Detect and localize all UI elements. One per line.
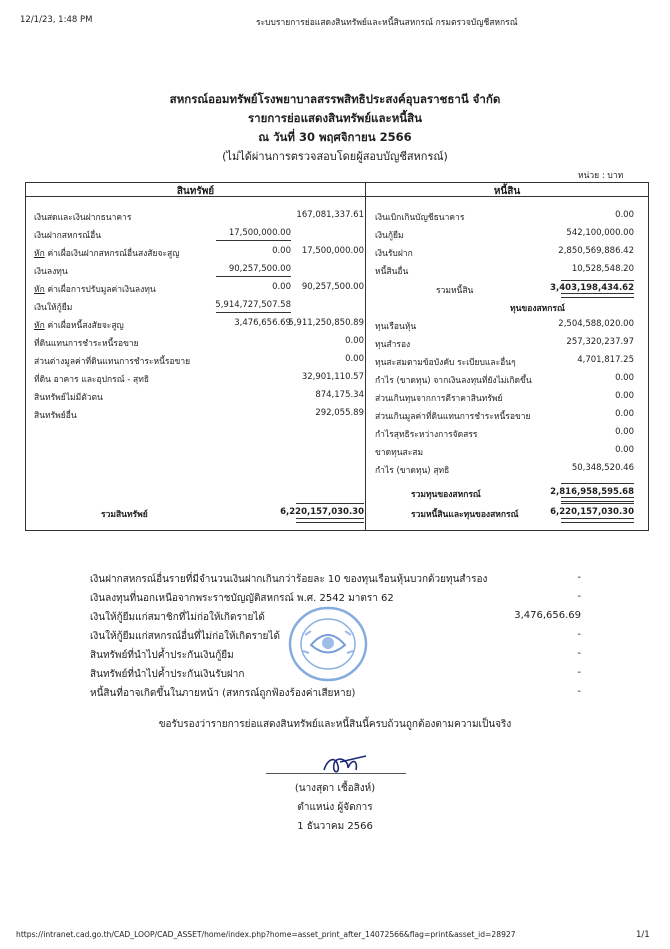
cooperative-seal-stamp bbox=[287, 605, 369, 683]
note-label: เงินฝากสหกรณ์อื่นรายที่มีจำนวนเงินฝากเกินกว่าร้อยละ 10 ของทุนเรือนหุ้นบวกด้วยทุนสำรอง bbox=[90, 574, 488, 585]
note-label: เงินให้กู้ยืมแก่สมาชิกที่ไม่ก่อให้เกิดรายได้ bbox=[90, 612, 265, 623]
equity-header: ทุนของสหกรณ์ bbox=[510, 304, 565, 314]
grand-total-label: รวมหนี้สินและทุนของสหกรณ์ bbox=[411, 510, 519, 520]
asset-row-label: สินทรัพย์ไม่มีตัวตน bbox=[34, 393, 103, 403]
certification-statement: ขอรับรองว่ารายการย่อแสดงสินทรัพย์และหนี้สินนี้ครบถ้วนถูกต้องตามความเป็นจริง bbox=[158, 719, 512, 730]
asset-row-value: 292,055.89 bbox=[315, 408, 364, 418]
asset-row-label: ส่วนต่างมูลค่าที่ดินแทนการชำระหนี้รอขาย bbox=[34, 357, 191, 367]
note-label: เงินให้กู้ยืมแก่สหกรณ์อื่นที่ไม่ก่อให้เกิดรายได้ bbox=[90, 631, 280, 642]
grand-total-topline bbox=[561, 503, 634, 504]
asset-row-text: ค่าเผื่อเงินฝากสหกรณ์อื่นสงสัยจะสูญ bbox=[44, 249, 180, 259]
equity-row-label: ส่วนเกินมูลค่าที่ดินแทนการชำระหนี้รอขาย bbox=[375, 412, 531, 422]
audit-note: (ไม่ได้ผ่านการตรวจสอบโดยผู้สอบบัญชีสหกรณ์) bbox=[222, 150, 448, 163]
asset-row-value: 0.00 bbox=[345, 336, 364, 346]
asset-row-label: สินทรัพย์อื่น bbox=[34, 411, 77, 421]
asset-row-label bbox=[34, 246, 179, 260]
asset-row-label bbox=[34, 282, 156, 296]
asset-row-prefix: หัก bbox=[34, 249, 45, 259]
equity-row-value: 0.00 bbox=[615, 427, 634, 437]
equity-total-label: รวมทุนของสหกรณ์ bbox=[411, 490, 481, 500]
sign-date: 1 ธันวาคม 2566 bbox=[297, 821, 373, 832]
asset-row-label: เงินฝากสหกรณ์อื่น bbox=[34, 231, 102, 241]
asset-row-sub-value: 0.00 bbox=[272, 282, 291, 292]
asset-row-prefix: หัก bbox=[34, 285, 45, 295]
note-value: - bbox=[577, 667, 581, 678]
print-page-number: 1/1 bbox=[636, 930, 650, 940]
asset-row-sub-value: 90,257,500.00 bbox=[228, 264, 291, 274]
liabilities-total-topline bbox=[561, 280, 634, 281]
liabilities-total-doubleline bbox=[561, 293, 634, 298]
asset-row-sub-value: 17,500,000.00 bbox=[228, 228, 291, 238]
asset-row-sub-value: 0.00 bbox=[272, 246, 291, 256]
note-value: - bbox=[577, 648, 581, 659]
note-value: - bbox=[577, 572, 581, 583]
equity-row-value: 50,348,520.46 bbox=[571, 463, 634, 473]
asset-row-label: เงินให้กู้ยืม bbox=[34, 303, 73, 313]
org-name: สหกรณ์ออมทรัพย์โรงพยาบาลสรรพสิทธิประสงค์อุบลราชธานี จำกัด bbox=[169, 92, 501, 106]
equity-row-value: 257,320,237.97 bbox=[566, 337, 634, 347]
asset-row-sub-value: 5,914,727,507.58 bbox=[215, 300, 291, 310]
report-date: ณ วันที่ 30 พฤศจิกายน 2566 bbox=[258, 130, 412, 144]
unit-label: หน่วย : บาท bbox=[578, 171, 624, 181]
equity-row-label: กำไร (ขาดทุน) จากเงินลงทุนที่ยังไม่เกิดขึ้น bbox=[375, 376, 532, 386]
liabilities-header: หนี้สิน bbox=[493, 186, 521, 197]
asset-row-prefix: หัก bbox=[34, 321, 45, 331]
equity-row-label: ขาดทุนสะสม bbox=[375, 448, 424, 458]
assets-total-topline bbox=[296, 503, 364, 504]
assets-total-label: รวมสินทรัพย์ bbox=[101, 510, 148, 520]
assets-total-doubleline bbox=[296, 518, 364, 523]
asset-row-value: 874,175.34 bbox=[315, 390, 364, 400]
equity-row-label: ส่วนเกินทุนจากการตีราคาสินทรัพย์ bbox=[375, 394, 503, 404]
equity-row-label: กำไรสุทธิระหว่างการจัดสรร bbox=[375, 430, 478, 440]
equity-row-label: ทุนเรือนหุ้น bbox=[375, 322, 417, 332]
print-datetime: 12/1/23, 1:48 PM bbox=[20, 15, 93, 25]
note-label: เงินลงทุนที่นอกเหนือจากพระราชบัญญัติสหกรณ์ พ.ศ. 2542 มาตรา 62 bbox=[90, 593, 394, 604]
equity-row-value: 0.00 bbox=[615, 391, 634, 401]
liability-row-label: เงินเบิกเกินบัญชีธนาคาร bbox=[375, 213, 465, 223]
asset-row-value: 0.00 bbox=[345, 354, 364, 364]
asset-row-value: 5,911,250,850.89 bbox=[288, 318, 364, 328]
statement-table bbox=[25, 182, 649, 531]
asset-row-text: ค่าเผื่อการปรับมูลค่าเงินลงทุน bbox=[44, 285, 156, 295]
asset-row-value: 32,901,110.57 bbox=[301, 372, 364, 382]
asset-row-value: 17,500,000.00 bbox=[301, 246, 364, 256]
asset-row-label bbox=[34, 318, 124, 332]
asset-row-label: เงินลงทุน bbox=[34, 267, 68, 277]
liability-row-label: หนี้สินอื่น bbox=[375, 267, 409, 277]
signature-line bbox=[266, 773, 406, 774]
signer-name: (นางสุดา เชื้อสิงห์) bbox=[294, 783, 376, 794]
liabilities-total-value: 3,403,198,434.62 bbox=[550, 283, 634, 293]
liability-row-value: 542,100,000.00 bbox=[566, 228, 634, 238]
print-url: https://intranet.cad.go.th/CAD_LOOP/CAD_ASSET/home/index.php?home=asset_print_after_14072566&flag=print&asset_id=28927 bbox=[16, 930, 516, 939]
asset-row-label: ที่ดิน อาคาร และอุปกรณ์ - สุทธิ bbox=[34, 375, 150, 385]
assets-header: สินทรัพย์ bbox=[176, 186, 215, 197]
equity-row-value: 4,701,817.25 bbox=[577, 355, 634, 365]
equity-total-topline bbox=[561, 483, 634, 484]
asset-row-label: เงินสดและเงินฝากธนาคาร bbox=[34, 213, 132, 223]
sub-rule bbox=[216, 240, 291, 241]
assets-total-value: 6,220,157,030.30 bbox=[280, 507, 364, 517]
liability-row-value: 0.00 bbox=[615, 210, 634, 220]
equity-row-label: ทุนสำรอง bbox=[375, 340, 411, 350]
equity-row-label: กำไร (ขาดทุน) สุทธิ bbox=[375, 466, 450, 476]
asset-row-sub-value: 3,476,656.69 bbox=[234, 318, 291, 328]
grand-total-value: 6,220,157,030.30 bbox=[550, 507, 634, 517]
equity-total-doubleline bbox=[561, 497, 634, 502]
signer-position: ตำแหน่ง ผู้จัดการ bbox=[297, 802, 373, 813]
grand-total-doubleline bbox=[561, 518, 634, 523]
equity-row-label: ทุนสะสมตามข้อบังคับ ระเบียบและอื่นๆ bbox=[375, 358, 516, 368]
liabilities-total-label: รวมหนี้สิน bbox=[436, 286, 474, 296]
note-value: 3,476,656.69 bbox=[514, 610, 581, 621]
equity-row-value: 0.00 bbox=[615, 445, 634, 455]
note-label: หนี้สินที่อาจเกิดขึ้นในภายหน้า (สหกรณ์ถูกฟ้องร้องค่าเสียหาย) bbox=[90, 688, 356, 699]
asset-row-text: ค่าเผื่อหนี้สงสัยจะสูญ bbox=[44, 321, 124, 331]
print-page-title: ระบบรายการย่อแสดงสินทรัพย์และหนี้สินสหกรณ์ กรมตรวจบัญชีสหกรณ์ bbox=[256, 18, 518, 28]
asset-row-label: ที่ดินแทนการชำระหนี้รอขาย bbox=[34, 339, 139, 349]
note-label: สินทรัพย์ที่นำไปค้ำประกันเงินกู้ยืม bbox=[90, 650, 234, 661]
column-divider bbox=[365, 183, 366, 530]
note-value: - bbox=[577, 629, 581, 640]
liability-row-value: 2,850,569,886.42 bbox=[558, 246, 634, 256]
note-label: สินทรัพย์ที่นำไปค้ำประกันเงินรับฝาก bbox=[90, 669, 245, 680]
equity-total-value: 2,816,958,595.68 bbox=[550, 487, 634, 497]
sub-rule bbox=[216, 276, 291, 277]
report-title: รายการย่อแสดงสินทรัพย์และหนี้สิน bbox=[247, 111, 423, 125]
liability-row-label: เงินรับฝาก bbox=[375, 249, 413, 259]
asset-row-value: 167,081,337.61 bbox=[296, 210, 364, 220]
note-value: - bbox=[577, 686, 581, 697]
liability-row-label: เงินกู้ยืม bbox=[375, 231, 404, 241]
equity-row-value: 0.00 bbox=[615, 373, 634, 383]
sub-rule bbox=[216, 312, 291, 313]
asset-row-value: 90,257,500.00 bbox=[301, 282, 364, 292]
liability-row-value: 10,528,548.20 bbox=[571, 264, 634, 274]
equity-row-value: 2,504,588,020.00 bbox=[558, 319, 634, 329]
equity-row-value: 0.00 bbox=[615, 409, 634, 419]
signature bbox=[318, 752, 374, 778]
note-value: - bbox=[577, 591, 581, 602]
